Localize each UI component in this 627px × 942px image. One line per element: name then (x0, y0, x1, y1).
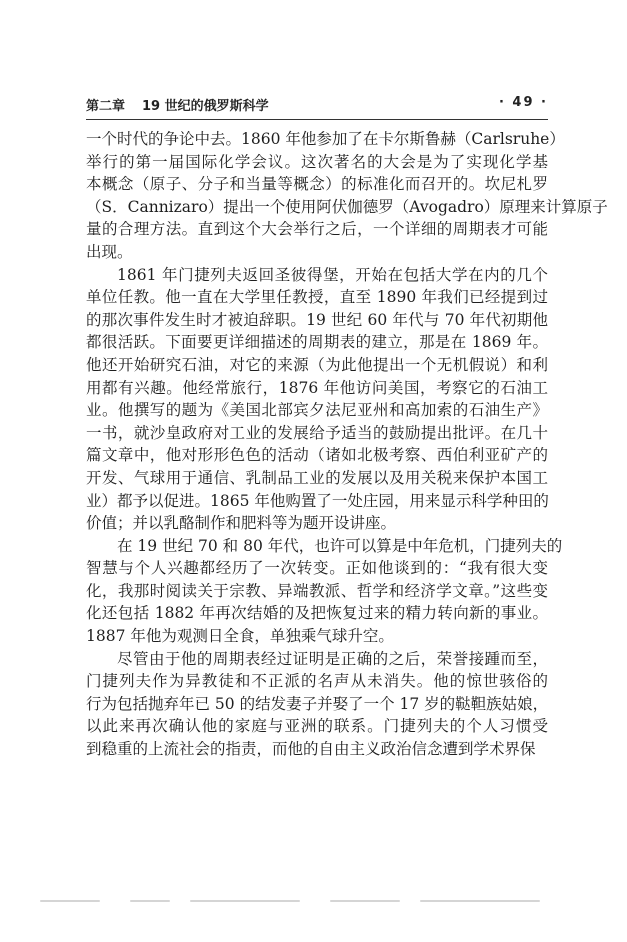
text-line: （S．Cannizaro）提出一个使用阿伏伽德罗（Avogadro）原理来计算原子 (86, 197, 608, 216)
text-line: 智慧与个人兴趣都经历了一次转变。正如他谈到的：“我有很大变 (86, 559, 548, 578)
text-line: 业）都予以促进。1865 年他购置了一处庄园，用来显示科学种田的 (86, 491, 549, 510)
text-line: 以此来再次确认他的家庭与亚洲的联系。门捷列夫的个人习惯受 (86, 717, 548, 736)
text-line: 价值；并以乳酪制作和肥料等为题开设讲座。 (86, 514, 397, 533)
running-header (86, 95, 548, 119)
text-line: 都很活跃。下面要更详细描述的周期表的建立，那是在 1869 年。 (86, 333, 548, 352)
text-line: 量的合理方法。直到这个大会举行之后，一个详细的周期表才可能 (86, 220, 548, 239)
text-line: 到稳重的上流社会的指责，而他的自由主义政治信念遭到学术界保 (86, 740, 536, 759)
text-line: 门捷列夫作为异教徒和不正派的名声从未消失。他的惊世骇俗的 (86, 672, 548, 691)
text-line: 出现。 (86, 242, 133, 261)
body-text (86, 128, 608, 761)
text-line: 尽管由于他的周期表经过证明是正确的之后，荣誉接踵而至， (117, 649, 548, 668)
text-line: 一个时代的争论中去。1860 年他参加了在卡尔斯鲁赫（Carlsruhe） (86, 130, 565, 148)
text-line: 用都有兴趣。他经常旅行，1876 年他访问美国，考察它的石油工 (86, 378, 548, 397)
text-line: 本概念（原子、分子和当量等概念）的标准化而召开的。坎尼札罗 (86, 175, 548, 194)
text-line: 在 19 世纪 70 和 80 年代，也许可以算是中年危机，门捷列夫的 (117, 536, 563, 555)
text-line: 行为包括抛弃年已 50 的结发妻子并娶了一个 17 岁的鞑靼族姑娘， (86, 694, 549, 713)
chapter-label: 第二章 (86, 99, 126, 114)
scan-artifact (40, 900, 580, 910)
text-line: 1861 年门捷列夫返回圣彼得堡，开始在包括大学在内的几个 (117, 265, 548, 284)
page-number: · 49 · (498, 95, 548, 110)
header-rule (86, 119, 548, 120)
text-line: 一书，就沙皇政府对工业的发展给予适当的鼓励提出批评。在几十 (86, 423, 548, 442)
text-line: 化还包括 1882 年再次结婚的及把恢复过来的精力转向新的事业。 (86, 604, 548, 623)
text-line: 他还开始研究石油，对它的来源（为此他提出一个无机假说）和利 (86, 355, 548, 374)
text-line: 业。他撰写的题为《美国北部宾夕法尼亚州和高加索的石油生产》 (86, 401, 548, 420)
text-line: 篇文章中，他对形形色色的活动（诸如北极考察、西伯利亚矿产的 (86, 446, 548, 465)
text-line: 1887 年他为观测日全食，单独乘气球升空。 (86, 627, 394, 646)
chapter-title: 19 世纪的俄罗斯科学 (142, 99, 269, 114)
text-line: 单位任教。他一直在大学里任教授，直至 1890 年我们已经提到过 (86, 288, 548, 307)
text-line: 化，我那时阅读关于宗教、异端教派、哲学和经济学文章。”这些变 (86, 581, 548, 600)
text-line: 举行的第一届国际化学会议。这次著名的大会是为了实现化学基 (86, 152, 548, 171)
text-line: 的那次事件发生时才被迫辞职。19 世纪 60 年代与 70 年代初期他 (86, 310, 548, 329)
text-line: 开发、气球用于通信、乳制品工业的发展以及用关税来保护本国工 (86, 468, 548, 487)
